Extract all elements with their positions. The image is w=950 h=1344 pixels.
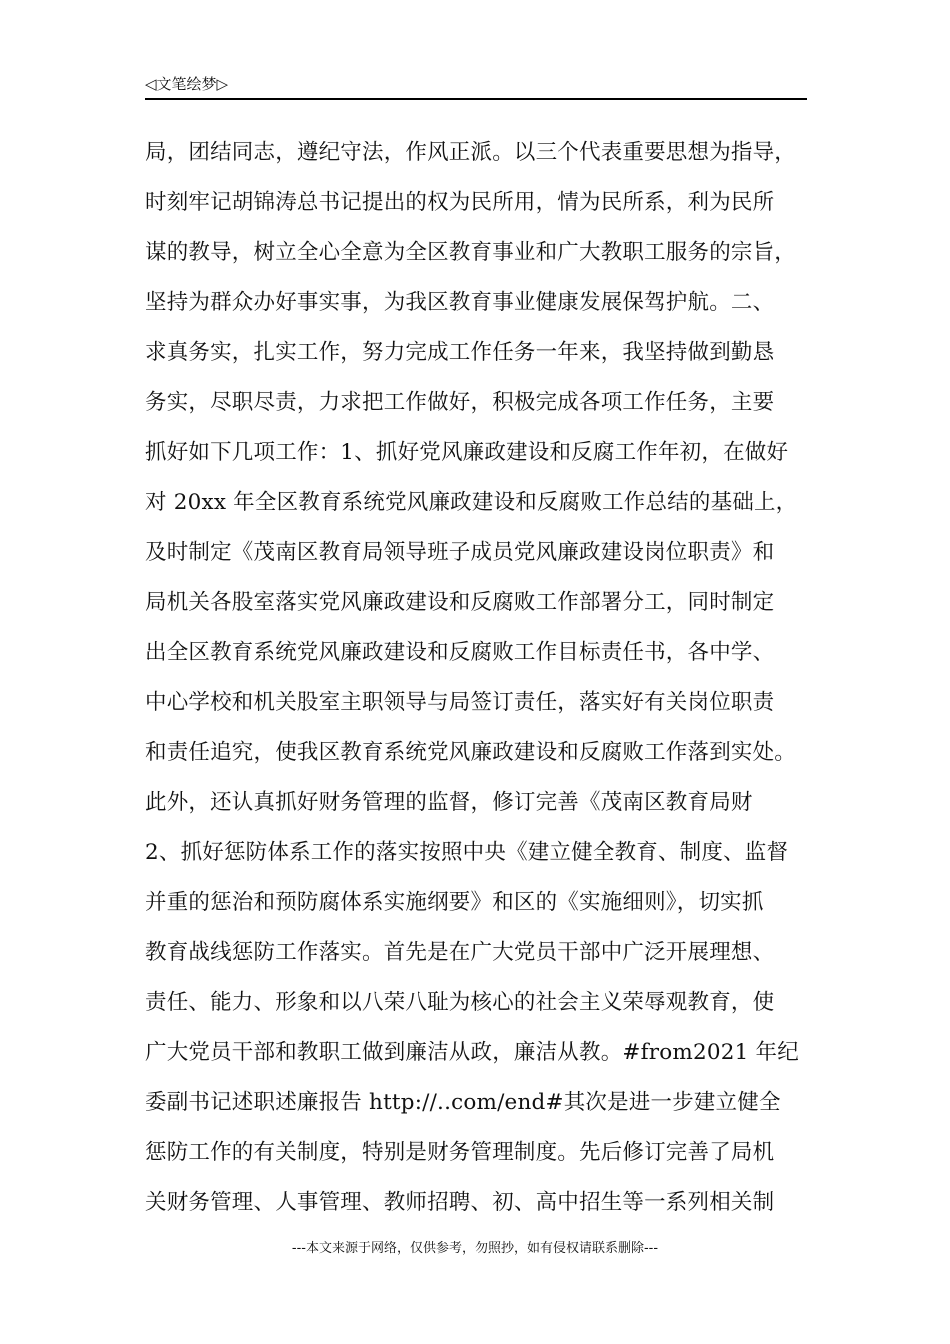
- text-line: 广大党员干部和教职工做到廉洁从政，廉洁从教。#from2021 年纪: [145, 1040, 799, 1065]
- text-line: 局，团结同志，遵纪守法，作风正派。以三个代表重要思想为指导，: [145, 140, 797, 165]
- text-line: 教育战线惩防工作落实。首先是在广大党员干部中广泛开展理想、: [145, 940, 775, 965]
- text-line: 时刻牢记胡锦涛总书记提出的权为民所用，情为民所系，利为民所: [145, 190, 775, 215]
- text-line: 及时制定《茂南区教育局领导班子成员党风廉政建设岗位职责》和: [145, 540, 775, 565]
- document-body: [145, 128, 825, 1228]
- text-line: 惩防工作的有关制度，特别是财务管理制度。先后修订完善了局机: [145, 1140, 775, 1165]
- page-header: [145, 74, 807, 100]
- text-line: 中心学校和机关股室主职领导与局签订责任，落实好有关岗位职责: [145, 690, 775, 715]
- text-line: 局机关各股室落实党风廉政建设和反腐败工作部署分工，同时制定: [145, 590, 775, 615]
- text-line: 关财务管理、人事管理、教师招聘、初、高中招生等一系列相关制: [145, 1190, 775, 1215]
- text-line: 并重的惩治和预防腐体系实施纲要》和区的《实施细则》，切实抓: [145, 890, 764, 915]
- text-line: 务实，尽职尽责，力求把工作做好，积极完成各项工作任务，主要: [145, 390, 775, 415]
- text-line: 2、抓好惩防体系工作的落实按照中央《建立健全教育、制度、监督: [145, 840, 789, 865]
- text-line: 责任、能力、形象和以八荣八耻为核心的社会主义荣辱观教育，使: [145, 990, 775, 1015]
- text-line: 对 20xx 年全区教育系统党风廉政建设和反腐败工作总结的基础上，: [145, 490, 798, 515]
- text-line: 委副书记述职述廉报告 http://..com/end#其次是进一步建立健全: [145, 1090, 781, 1115]
- header-title: ◁文笔绘梦▷: [145, 75, 229, 93]
- text-line: 出全区教育系统党风廉政建设和反腐败工作目标责任书，各中学、: [145, 640, 775, 665]
- text-line: 抓好如下几项工作：1、抓好党风廉政建设和反腐工作年初，在做好: [145, 440, 789, 465]
- text-line: 谋的教导，树立全心全意为全区教育事业和广大教职工服务的宗旨，: [145, 240, 797, 265]
- page-footer: ---本文来源于网络，仅供参考，勿照抄，如有侵权请联系删除---: [291, 1241, 659, 1256]
- text-line: 和责任追究，使我区教育系统党风廉政建设和反腐败工作落到实处。: [145, 740, 797, 765]
- text-line: 此外，还认真抓好财务管理的监督，修订完善《茂南区教育局财: [145, 790, 753, 815]
- text-line: 坚持为群众办好事实事，为我区教育事业健康发展保驾护航。二、: [145, 290, 775, 315]
- text-line: 求真务实，扎实工作，努力完成工作任务一年来，我坚持做到勤恳: [145, 340, 775, 365]
